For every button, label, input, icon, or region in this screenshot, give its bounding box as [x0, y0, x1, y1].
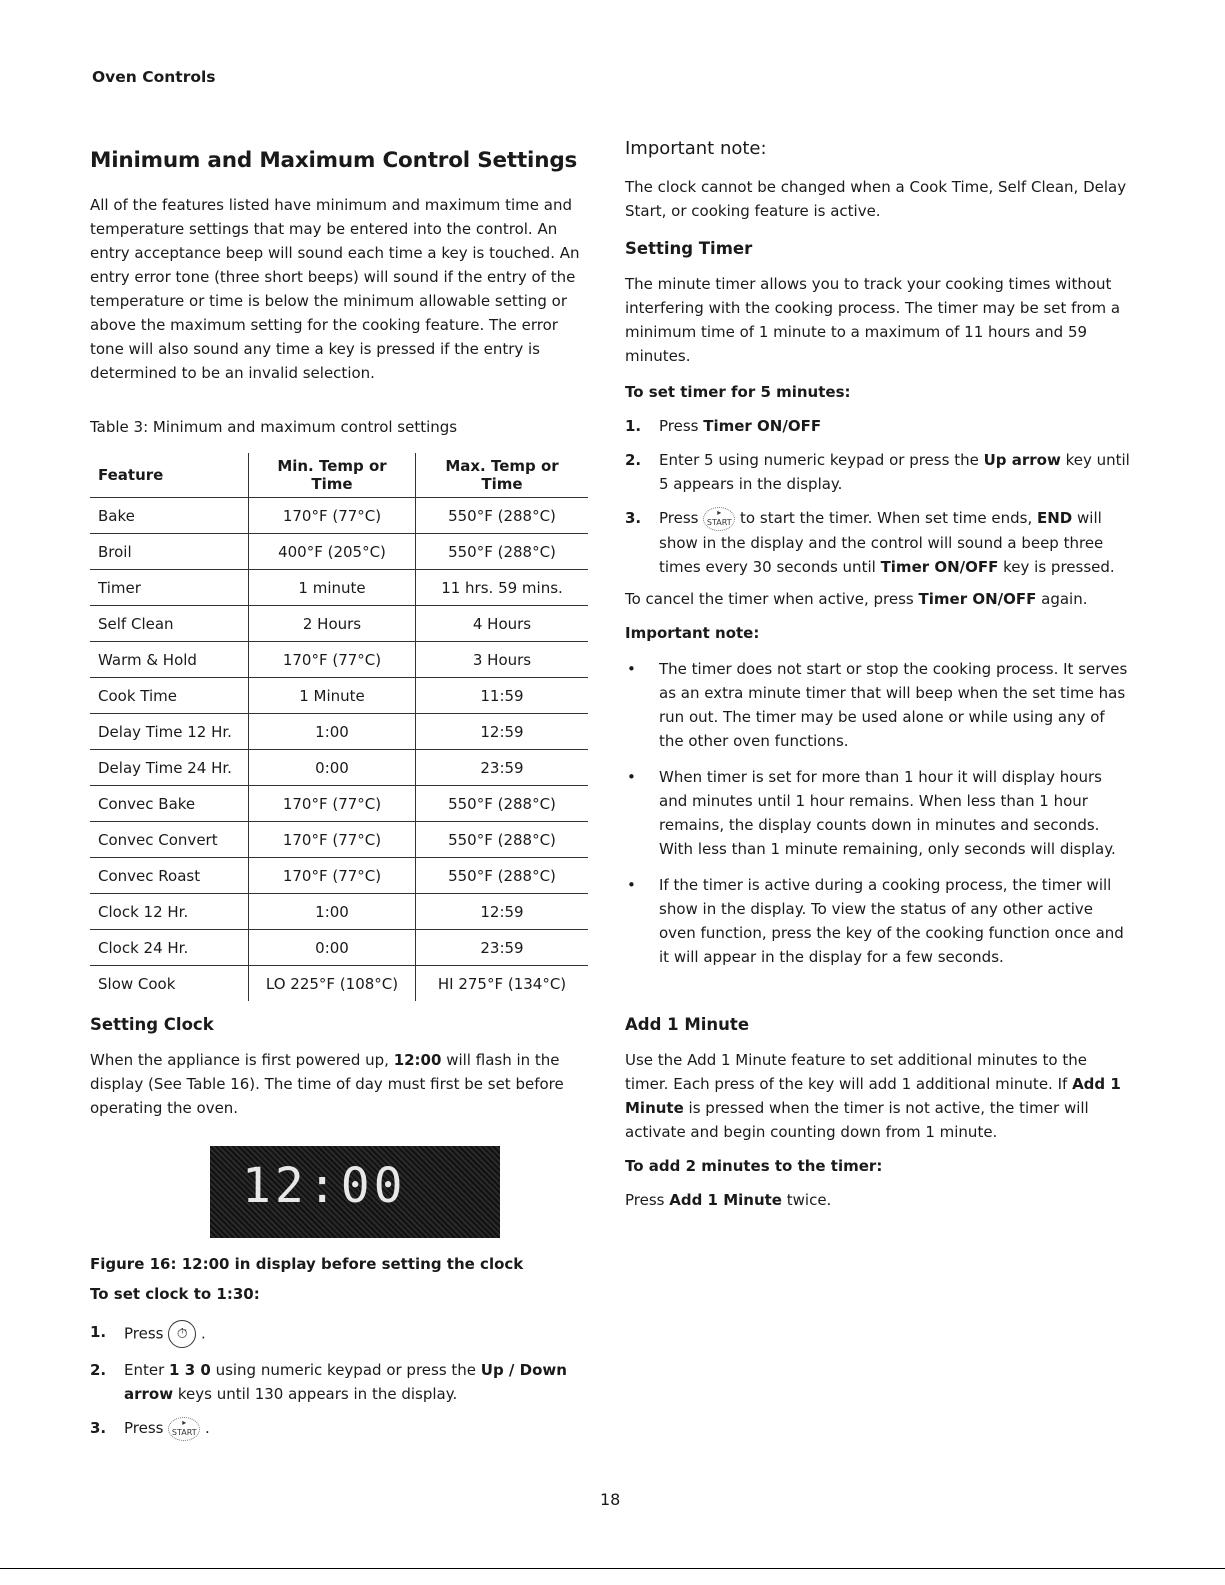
important-note-heading: Important note: — [625, 138, 767, 159]
step-text: key until 5 appears in the display. — [659, 451, 1130, 493]
section-header: Oven Controls — [92, 68, 216, 86]
step-text-bold: 1 3 0 — [169, 1361, 211, 1379]
table-row — [90, 678, 588, 714]
start-icon: ▸ START — [703, 507, 735, 531]
step-text: Press — [124, 1419, 164, 1437]
cell-feature: Timer — [90, 570, 249, 606]
add-step-text — [625, 1188, 1130, 1212]
clock-text-b: will flash in the display (See Table 16). The time of day must first be set before operating the oven. — [90, 1051, 564, 1117]
cell-feature: Broil — [90, 534, 249, 570]
cell-feature: Delay Time 12 Hr. — [90, 714, 249, 750]
step-text: Press — [659, 509, 699, 527]
cell-feature: Convec Convert — [90, 822, 249, 858]
step-text: to start the timer. When set time ends, — [740, 509, 1037, 527]
table-row — [90, 930, 588, 966]
cell-max: 550°F (288°C) — [416, 534, 589, 570]
step-text-bold: Up / Down arrow — [124, 1361, 567, 1403]
start-icon-label: START — [171, 1427, 197, 1437]
cell-max: 11:59 — [416, 678, 589, 714]
list-item — [625, 506, 1130, 579]
list-item — [90, 1358, 590, 1406]
step-number: 1. — [90, 1323, 107, 1341]
table-caption: Table 3: Minimum and maximum control settings — [90, 418, 458, 436]
cell-min: 1:00 — [249, 714, 416, 750]
important-note-text: The clock cannot be changed when a Cook Time, Self Clean, Delay Start, or cooking feature is active. — [625, 178, 1127, 220]
clock-icon: ⏱ — [168, 1320, 196, 1348]
add-minute-paragraph — [625, 1048, 1130, 1144]
setting-clock-heading: Setting Clock — [90, 1015, 214, 1034]
start-icon-label: START — [706, 517, 732, 527]
cell-min: 170°F (77°C) — [249, 822, 416, 858]
cell-min: 1 minute — [249, 570, 416, 606]
list-item — [625, 765, 1130, 861]
cell-feature: Clock 24 Hr. — [90, 930, 249, 966]
header-min: Min. Temp or Time — [249, 453, 416, 498]
bullet-text: When timer is set for more than 1 hour it will display hours and minutes until 1 hour remains. When less than 1 hour remains, the display counts down in minutes and seconds. With less than 1 minute remaining, only seconds will display. — [659, 767, 1116, 858]
step-text-bold: END — [1036, 509, 1073, 527]
timer-steps-list — [625, 414, 1130, 579]
cell-max: 23:59 — [416, 930, 589, 966]
list-item — [625, 414, 1130, 438]
step-number: 1. — [625, 417, 642, 435]
table-header-row — [90, 453, 588, 498]
table-row — [90, 858, 588, 894]
intro-paragraph: All of the features listed have minimum and maximum time and temperature settings that may be entered into the control. An entry acceptance beep will sound each time a key is touched. An entry error tone (three short beeps) will sound if the entry of the temperature or time is below the minimum allowable setting or above the maximum setting for the cooking feature. The error tone will also sound any time a key is pressed if the entry is determined to be an invalid selection. — [90, 196, 580, 382]
step-text: Enter — [124, 1361, 170, 1379]
cell-max: 550°F (288°C) — [416, 786, 589, 822]
figure-caption: Figure 16: 12:00 in display before setting the clock — [90, 1255, 524, 1273]
table-row — [90, 534, 588, 570]
table-row — [90, 894, 588, 930]
table-row — [90, 570, 588, 606]
cell-feature: Convec Bake — [90, 786, 249, 822]
add-step-bold: Add 1 Minute — [669, 1190, 782, 1209]
cancel-text: To cancel the timer when active, press — [625, 589, 919, 608]
step-text: Press — [124, 1324, 164, 1343]
cell-max: 550°F (288°C) — [416, 858, 589, 894]
step-text: using numeric keypad or press the — [210, 1361, 481, 1379]
cell-min: 2 Hours — [249, 606, 416, 642]
cell-feature: Delay Time 24 Hr. — [90, 750, 249, 786]
cell-min: 170°F (77°C) — [249, 642, 416, 678]
cell-feature: Bake — [90, 498, 249, 534]
list-item: 3. Press ▸ START . — [90, 1416, 590, 1441]
cell-min: 170°F (77°C) — [249, 498, 416, 534]
add-text: Use the Add 1 Minute feature to set additional minutes to the timer. Each press of the key will add 1 additional minute. If — [625, 1050, 1087, 1093]
timer-steps-title: To set timer for 5 minutes: — [625, 383, 851, 401]
cell-max: 3 Hours — [416, 642, 589, 678]
step-text: Press — [659, 417, 704, 435]
timer-paragraph: The minute timer allows you to track your cooking times without interfering with the cooking process. The timer may be set from a minimum time of 1 minute to a maximum of 11 hours and 59 minutes. — [625, 275, 1121, 365]
bullet-text: If the timer is active during a cooking process, the timer will show in the display. To view the status of any other active oven function, press the key of the cooking function once and it will appear in the display for a few seconds. — [659, 875, 1124, 966]
step-text: keys until 130 appears in the display. — [173, 1385, 458, 1403]
step-number: 2. — [625, 451, 642, 469]
step-text: will show in the display and the control will sound a beep three times every 30 seconds until — [659, 509, 1104, 576]
setting-timer-heading: Setting Timer — [625, 239, 753, 258]
add-step-a: Press — [625, 1190, 670, 1209]
list-item — [625, 448, 1130, 496]
cancel-text: again. — [1036, 589, 1088, 608]
table-row — [90, 606, 588, 642]
table-row — [90, 822, 588, 858]
cell-max: 23:59 — [416, 750, 589, 786]
bullet-text: The timer does not start or stop the cooking process. It serves as an extra minute timer that will beep when the set time has run out. The timer may be used alone or while using any of the other oven functions. — [659, 659, 1128, 750]
list-item: 1. Press ⏱ . — [90, 1320, 590, 1348]
cell-feature: Convec Roast — [90, 858, 249, 894]
clock-steps-list — [90, 1320, 590, 1441]
page-title: Minimum and Maximum Control Settings — [90, 148, 578, 173]
cell-feature: Clock 12 Hr. — [90, 894, 249, 930]
step-text-bold: Up arrow — [983, 451, 1061, 469]
add-minute-heading: Add 1 Minute — [625, 1014, 750, 1034]
bullet: • — [627, 767, 636, 786]
start-icon: ▸ START — [168, 1417, 200, 1441]
cell-feature: Self Clean — [90, 606, 249, 642]
table-row — [90, 498, 588, 534]
table-row — [90, 642, 588, 678]
cell-feature: Slow Cook — [90, 966, 249, 1002]
cell-max: 12:59 — [416, 894, 589, 930]
list-item — [625, 873, 1130, 969]
important-note2-heading: Important note: — [625, 623, 760, 642]
list-item — [625, 657, 1130, 753]
cell-min: 170°F (77°C) — [249, 858, 416, 894]
cell-max: 550°F (288°C) — [416, 498, 589, 534]
step-text-bold: Timer ON/OFF — [703, 417, 822, 435]
control-settings-table — [90, 453, 588, 1001]
cell-min: 170°F (77°C) — [249, 786, 416, 822]
clock-display-image — [210, 1146, 500, 1238]
table-row — [90, 750, 588, 786]
cell-feature: Cook Time — [90, 678, 249, 714]
cell-max: 4 Hours — [416, 606, 589, 642]
table-row — [90, 714, 588, 750]
clock-text-bold: 12:00 — [393, 1051, 442, 1069]
bottom-rule — [0, 1568, 1225, 1569]
add-text-bold: Add 1 Minute — [625, 1074, 1121, 1117]
timer-notes-list — [625, 657, 1130, 969]
step-text: Enter 5 using numeric keypad or press the — [659, 451, 984, 469]
table-row — [90, 786, 588, 822]
cell-max: 11 hrs. 59 mins. — [416, 570, 589, 606]
step-number: 3. — [625, 509, 642, 527]
cell-min: 0:00 — [249, 750, 416, 786]
add-step-b: twice. — [781, 1190, 832, 1209]
right-column — [625, 138, 1130, 1212]
cell-max: HI 275°F (134°C) — [437, 974, 567, 993]
table-row — [90, 966, 588, 1002]
cancel-timer-text — [625, 587, 1130, 611]
clock-display-value: 12:00 — [242, 1158, 407, 1214]
left-column — [90, 148, 590, 1451]
header-max: Max. Temp or Time — [416, 453, 589, 498]
page-number: 18 — [600, 1490, 621, 1509]
cell-max: 12:59 — [416, 714, 589, 750]
cell-max: 550°F (288°C) — [416, 822, 589, 858]
step-text-bold: Timer ON/OFF — [880, 557, 999, 576]
cell-min: 1 Minute — [249, 678, 416, 714]
clock-text-a: When the appliance is first powered up, — [90, 1051, 394, 1069]
add-steps-title: To add 2 minutes to the timer: — [625, 1156, 883, 1175]
step-text: key is pressed. — [998, 557, 1115, 576]
clock-steps-title: To set clock to 1:30: — [90, 1285, 260, 1303]
cell-min: 400°F (205°C) — [249, 534, 416, 570]
header-feature: Feature — [90, 453, 249, 498]
cell-feature: Warm & Hold — [90, 642, 249, 678]
cell-min: LO 225°F (108°C) — [249, 966, 416, 1002]
bullet: • — [627, 659, 636, 678]
add-text: is pressed when the timer is not active, the timer will activate and begin counting down from 1 minute. — [625, 1098, 1089, 1141]
cancel-text-bold: Timer ON/OFF — [918, 589, 1037, 608]
bullet: • — [627, 875, 636, 894]
step-number: 3. — [90, 1419, 107, 1437]
cell-min: 1:00 — [249, 894, 416, 930]
step-number: 2. — [90, 1361, 107, 1379]
setting-clock-paragraph — [90, 1048, 590, 1120]
cell-min: 0:00 — [249, 930, 416, 966]
